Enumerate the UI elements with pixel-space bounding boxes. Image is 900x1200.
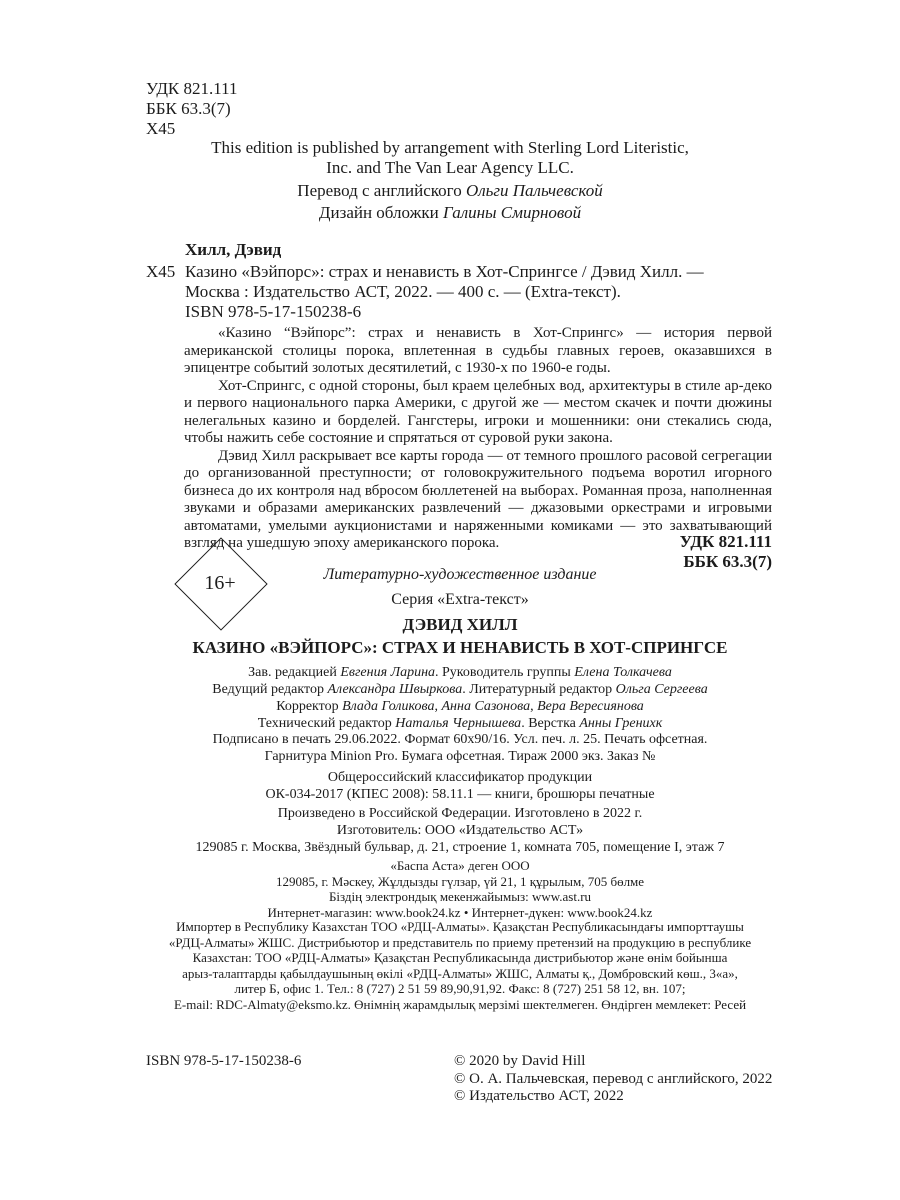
importer-line: арыз-талаптарды қабылдаушының өкілі «РДЦ-Алматы» ЖШС, Алматы қ., Домбровский көш., 3«а»,: [182, 965, 738, 981]
production-info: [130, 805, 790, 856]
importer-line: E-mail: RDC-Almaty@eksmo.kz. Өнімнің жарамдылық мерзімі шектелмеген. Өндірген мемлекет: Ресей: [173, 996, 747, 1012]
kz-line: «Баспа Аста» деген ООО: [390, 858, 530, 873]
isbn-line: ISBN 978-5-17-150238-6: [185, 302, 362, 321]
copyright-block: [454, 1053, 772, 1106]
production-line: 129085 г. Москва, Звёздный бульвар, д. 21, строение 1, комната 705, помещение I, этаж 7: [195, 840, 725, 855]
udk-code-bottom: УДК 821.111: [679, 532, 772, 551]
importer-line: Казахстан: ТОО «РДЦ-Алматы» Қазақстан Республикасында дистрибьютор және өнім бойынша: [192, 950, 728, 965]
cover-design-label: Дизайн обложки: [318, 203, 443, 222]
print-line: Гарнитура Minion Pro. Бумага офсетная. Тираж 2000 экз. Заказ №: [264, 749, 656, 764]
translation-credit: [150, 181, 750, 201]
abstract-paragraph: Дэвид Хилл раскрывает все карты города — от темного прошлого расовой сегрегации до организованной преступности; от головокружительного подъема воротил игорного бизнеса до их контроля над вбросом бюллетеней на выборах. Романная проза, наполненная звуками и образами американских развлечений — джазовыми оркестрами и игровыми автоматами, умелыми аукционистами и наряженными комиками — это захватывающий взгляд на ушедшую эпоху американского порока.: [184, 447, 772, 551]
credit-line: Ведущий редактор Александра Швыркова. Литературный редактор Ольга Сергеева: [212, 682, 708, 697]
author-code-top: Х45: [146, 119, 176, 138]
copyright-line: © 2020 by David Hill: [454, 1053, 586, 1069]
production-line: Изготовитель: ООО «Издательство АСТ»: [336, 823, 584, 838]
importer-line: «РДЦ-Алматы» ЖШС. Дистрибьютор и представитель по приему претензий на продукцию в республике: [168, 934, 752, 950]
arrangement-notice: [150, 138, 750, 178]
translator-name: Ольги Пальчевской: [465, 181, 603, 200]
importer-line: литер Б, офис 1. Тел.: 8 (727) 2 51 59 89,90,91,92. Факс: 8 (727) 251 58 12, вн. 107;: [234, 981, 686, 996]
classifier-line: Общероссийский классификатор продукции: [327, 770, 593, 785]
bib-line: Москва : Издательство АСТ, 2022. — 400 с. — (Extra-текст).: [185, 282, 621, 301]
translation-label: Перевод с английского: [297, 181, 466, 200]
author-heading: Хилл, Дэвид: [185, 240, 282, 259]
copyright-line: © Издательство АСТ, 2022: [454, 1088, 624, 1104]
abstract-paragraph: Хот-Спрингс, с одной стороны, был краем целебных вод, архитектуры в стиле ар-деко и первого национального парка Америки, с другой же — местом скачек и почти дюжины нелегальных казино и борделей. Гангстеры, игроки и мошенники: они стекались сюда, чтобы нажить себе состояние и спрятаться от суровой руки закона.: [184, 377, 772, 446]
production-line: Произведено в Российской Федерации. Изготовлено в 2022 г.: [277, 806, 643, 821]
abstract-paragraph: «Казино “Вэйпорс”: страх и ненависть в Хот-Спрингс» — история первой американской столицы порока, вплетенная в судьбы главных героев, оказавшихся в эпицентре событий золотых десятилетий, с 1930-х по 1960-е годы.: [184, 325, 772, 376]
product-classifier: [150, 769, 770, 803]
edition-type: Литературно-художественное издание: [323, 566, 597, 583]
print-info: [150, 731, 770, 765]
kz-line: Біздің электрондық мекенжайымыз: www.ast.ru: [328, 889, 592, 904]
kazakh-publisher-info: [150, 858, 770, 920]
credit-line: Зав. редакцией Евгения Ларина. Руководитель группы Елена Толкачева: [248, 665, 672, 680]
bib-line: Казино «Вэйпорс»: страх и ненависть в Хот-Спрингсе / Дэвид Хилл. —: [185, 262, 704, 281]
bibliographic-record: [185, 262, 704, 322]
arrangement-line: This edition is published by arrangement with Sterling Lord Literistic,: [211, 138, 689, 157]
book-title-caps: КАЗИНО «ВЭЙПОРС»: СТРАХ И НЕНАВИСТЬ В ХОТ-СПРИНГСЕ: [192, 638, 728, 657]
abstract: [184, 325, 772, 553]
kz-line: 129085, г. Мәскеу, Жұлдызды гүлзар, үй 21, 1 құрылым, 705 бөлме: [275, 873, 645, 889]
bbk-code-bottom: ББК 63.3(7): [683, 552, 772, 571]
cover-design-credit: [150, 203, 750, 223]
series-name: Серия «Extra-текст»: [391, 591, 529, 608]
importer-line: Импортер в Республику Казахстан ТОО «РДЦ-Алматы». Қазақстан Республикасындағы импорттаушы: [176, 919, 744, 934]
arrangement-line: Inc. and The Van Lear Agency LLC.: [326, 158, 574, 177]
importer-info: [130, 919, 790, 1012]
editorial-credits: [150, 664, 770, 732]
author-name-caps: ДЭВИД ХИЛЛ: [402, 615, 518, 634]
credit-line: Технический редактор Наталья Чернышева. Верстка Анны Гренихк: [257, 716, 663, 731]
print-line: Подписано в печать 29.06.2022. Формат 60x90/16. Усл. печ. л. 25. Печать офсетная.: [212, 732, 708, 747]
author-code-side: Х45: [146, 262, 176, 281]
cover-designer-name: Галины Смирновой: [442, 203, 582, 222]
bbk-code-top: ББК 63.3(7): [146, 99, 231, 118]
copyright-line: © О. А. Пальчевская, перевод с английского, 2022: [454, 1070, 773, 1087]
udk-code-top: УДК 821.111: [146, 79, 238, 98]
credit-line: Корректор Влада Голикова, Анна Сазонова, Вера Вересиянова: [276, 699, 644, 714]
age-rating: 16+: [204, 572, 236, 594]
isbn-bottom: ISBN 978-5-17-150238-6: [146, 1053, 302, 1069]
kz-line: Интернет-магазин: www.book24.kz • Интернет-дүкен: www.book24.kz: [267, 904, 653, 920]
classifier-line: ОК-034-2017 (КПЕС 2008): 58.11.1 — книги, брошюры печатные: [265, 787, 655, 802]
